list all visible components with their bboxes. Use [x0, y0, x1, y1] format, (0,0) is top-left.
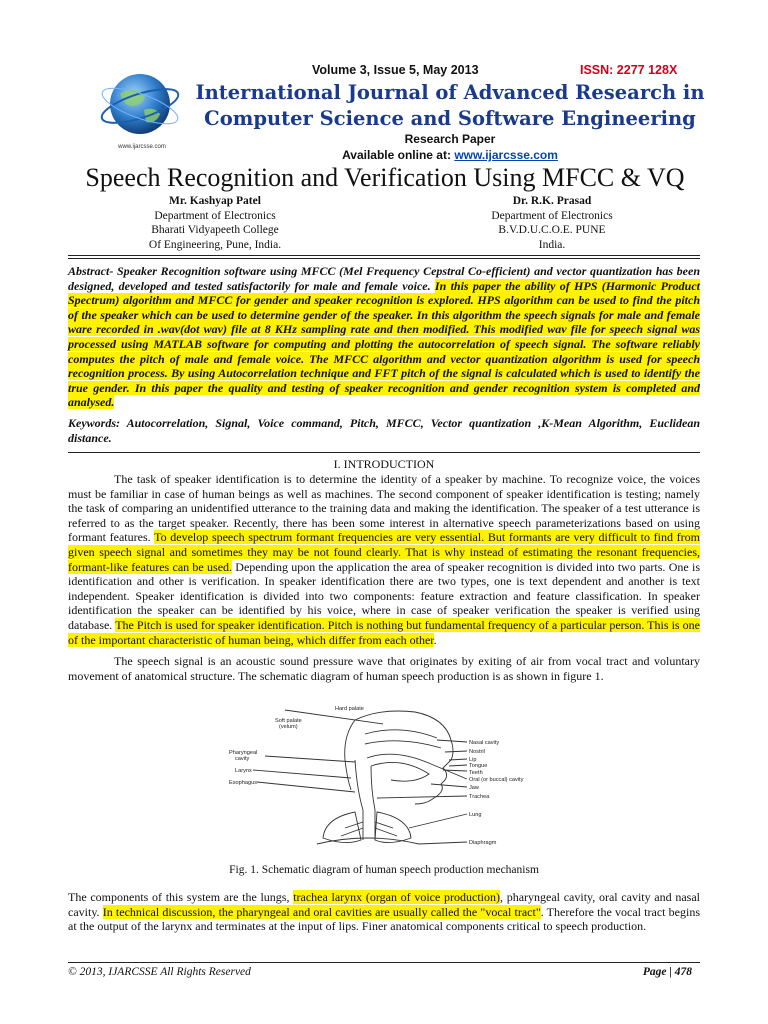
speech-production-diagram: [205, 700, 565, 850]
abstract: [68, 264, 700, 410]
abstract-highlight: In this paper the ability of HPS (Harmonic Product Spectrum) algorithm and MFCC for gender and speaker recognition is explored. HPS algorithm can be used to find the pitch of the speaker which can be used to determine gender of the speaker. In this algorithm the speech signals for male and female ware recorded in .wav(dot wav) file at 8 KHz sampling rate and then modified. This modified wav file for speech signal was processed using MATLAB software for computing and plotting the autocorrelation of speech signal. The software reliably computes the pitch of male and female voice. The MFCC algorithm and vector quantization algorithm is used for speech recognition process. By using Autocorrelation technique and FFT pitch of the signal is calculated which is used to identify the true gender. In this paper the quality and testing of speaker recognition and gender recognition system is completed and analysed.: [68, 278, 700, 410]
divider-top-double: [68, 258, 700, 259]
section-heading-introduction: I. INTRODUCTION: [333, 457, 435, 471]
author-name: Mr. Kashyap Patel: [169, 195, 261, 207]
author-location: Of Engineering, Pune, India.: [148, 238, 282, 251]
paper-type: Research Paper: [404, 132, 496, 146]
divider-middle: [68, 452, 700, 453]
fig-label-nasal-cavity: Nasal cavity: [469, 740, 500, 746]
body-text: , pharyngeal cavity, oral cavity and nasal cavity.: [68, 890, 700, 919]
author-institution: B.V.D.U.C.O.E. PUNE: [498, 224, 606, 236]
journal-logo-globe-icon: [96, 64, 188, 156]
fig-label-oral-cavity: Oral (or buccal) cavity: [469, 777, 524, 783]
intro-text: The speech signal is an acoustic sound pressure wave that originates by exiting of air from vocal tract and voluntary movement of anatomical structure. The schematic diagram of human speech production is as shown in figure 1.: [68, 654, 700, 683]
footer-divider: [68, 962, 700, 963]
journal-website-link[interactable]: www.ijarcsse.com: [454, 148, 558, 162]
fig-label-teeth: Teeth: [469, 770, 483, 776]
author-location: India.: [538, 238, 566, 251]
intro-highlight-1: To develop speech spectrum formant frequencies are very essential. But formants are very difficult to find from given speech signal and sometimes they may be not found clearly. That is why instead of estimating the resonant frequencies, formant-like features can be used.: [68, 530, 700, 574]
body-highlight-1: trachea larynx (organ of voice production): [293, 890, 501, 904]
journal-title-line1: International Journal of Advanced Research in: [195, 81, 705, 104]
abstract-text: Abstract- Speaker Recognition software using MFCC (Mel Frequency Cepstral Co-efficient) and vector quantization has been designed, developed and tested satisfactorily for male and female voice.: [68, 264, 700, 293]
intro-highlight-2: The Pitch is used for speaker identification. Pitch is nothing but fundamental frequency of a particular person. This is one of the important characteristic of human being, which differ from each other: [68, 617, 701, 647]
body-text: . Therefore the vocal tract begins at the output of the larynx and terminates at the input of lips. Finer anatomical components critical to speech production.: [68, 904, 700, 934]
intro-text: Depending upon the application the area of speaker recognition is divided into two parts. One is identification and other is verification. In speaker identification there are two types, one is text dependent and another is text independent. Speaker identification is divided into two components: feature extraction and feature classification. In speaker identification the speaker can be identified by his voice, where in case of speaker verification the speaker is verified using database.: [68, 559, 700, 632]
figure-caption: Fig. 1. Schematic diagram of human speech production mechanism: [229, 864, 539, 876]
author-department: Department of Electronics: [154, 209, 276, 222]
fig-label-pharyngeal: Pharyngeal: [229, 750, 258, 756]
fig-label-cavity: cavity: [235, 756, 250, 762]
fig-label-diaphragm: Diaphragm: [469, 840, 497, 846]
fig-label-lip: Lip: [469, 757, 477, 763]
body-paragraph: [68, 890, 700, 934]
fig-label-tongue: Tongue: [469, 763, 488, 769]
fig-label-velum: (velum): [279, 724, 298, 730]
fig-label-larynx: Larynx: [235, 768, 252, 774]
fig-label-trachea: Trachea: [469, 794, 490, 800]
journal-title: [190, 80, 710, 132]
intro-paragraph-2: [68, 654, 700, 683]
intro-paragraph-1: [68, 472, 700, 647]
author-block-1: [85, 194, 345, 252]
body-highlight-2: In technical discussion, the pharyngeal and oral cavities are usually called the "vocal tract": [102, 904, 541, 919]
keywords: Keywords: Autocorrelation, Signal, Voice command, Pitch, MFCC, Vector quantization ,K-Mean Algorithm, Euclidean distance.: [68, 416, 700, 445]
volume-issue: Volume 3, Issue 5, May 2013: [312, 63, 479, 77]
footer-copyright: © 2013, IJARCSSE All Rights Reserved: [68, 966, 251, 978]
author-block-2: [422, 194, 682, 252]
intro-text: The task of speaker identification is to determine the identity of a speaker by machine. To recognize voice, the voices must be familiar in case of human beings as well as machines. The second component of speaker identification is testing; namely the task of comparing an unidentified utterance to the training data and making the identification. The speaker of a test utterance is referred to as the target speaker. Recently, there has been some interest in alternative speech parameterizations based on using formant features.: [68, 472, 700, 545]
author-institution: Bharati Vidyapeeth College: [151, 224, 279, 236]
body-text: The components of this system are the lungs,: [68, 890, 294, 904]
fig-label-soft-palate: Soft palate: [275, 718, 302, 724]
journal-title-line2: Computer Science and Software Engineering: [204, 107, 696, 130]
author-department: Department of Electronics: [491, 209, 613, 222]
logo-caption: www.ijarcsse.com: [118, 144, 166, 150]
available-online: [190, 148, 710, 162]
available-online-label: Available online at:: [342, 148, 455, 162]
fig-label-esophagus: Esophagus: [229, 780, 257, 786]
author-name: Dr. R.K. Prasad: [512, 195, 592, 207]
fig-label-jaw: Jaw: [469, 785, 479, 791]
fig-label-hard-palate: Hard palate: [335, 706, 364, 712]
fig-label-nostril: Nostril: [469, 749, 485, 755]
footer-page-number: Page | 478: [642, 966, 692, 978]
intro-text: .: [433, 632, 437, 647]
paper-title: Speech Recognition and Verification Using MFCC & VQ: [85, 163, 685, 192]
fig-label-lung: Lung: [469, 812, 482, 818]
issn-number: ISSN: 2277 128X: [580, 63, 678, 77]
divider-top: [68, 255, 700, 256]
